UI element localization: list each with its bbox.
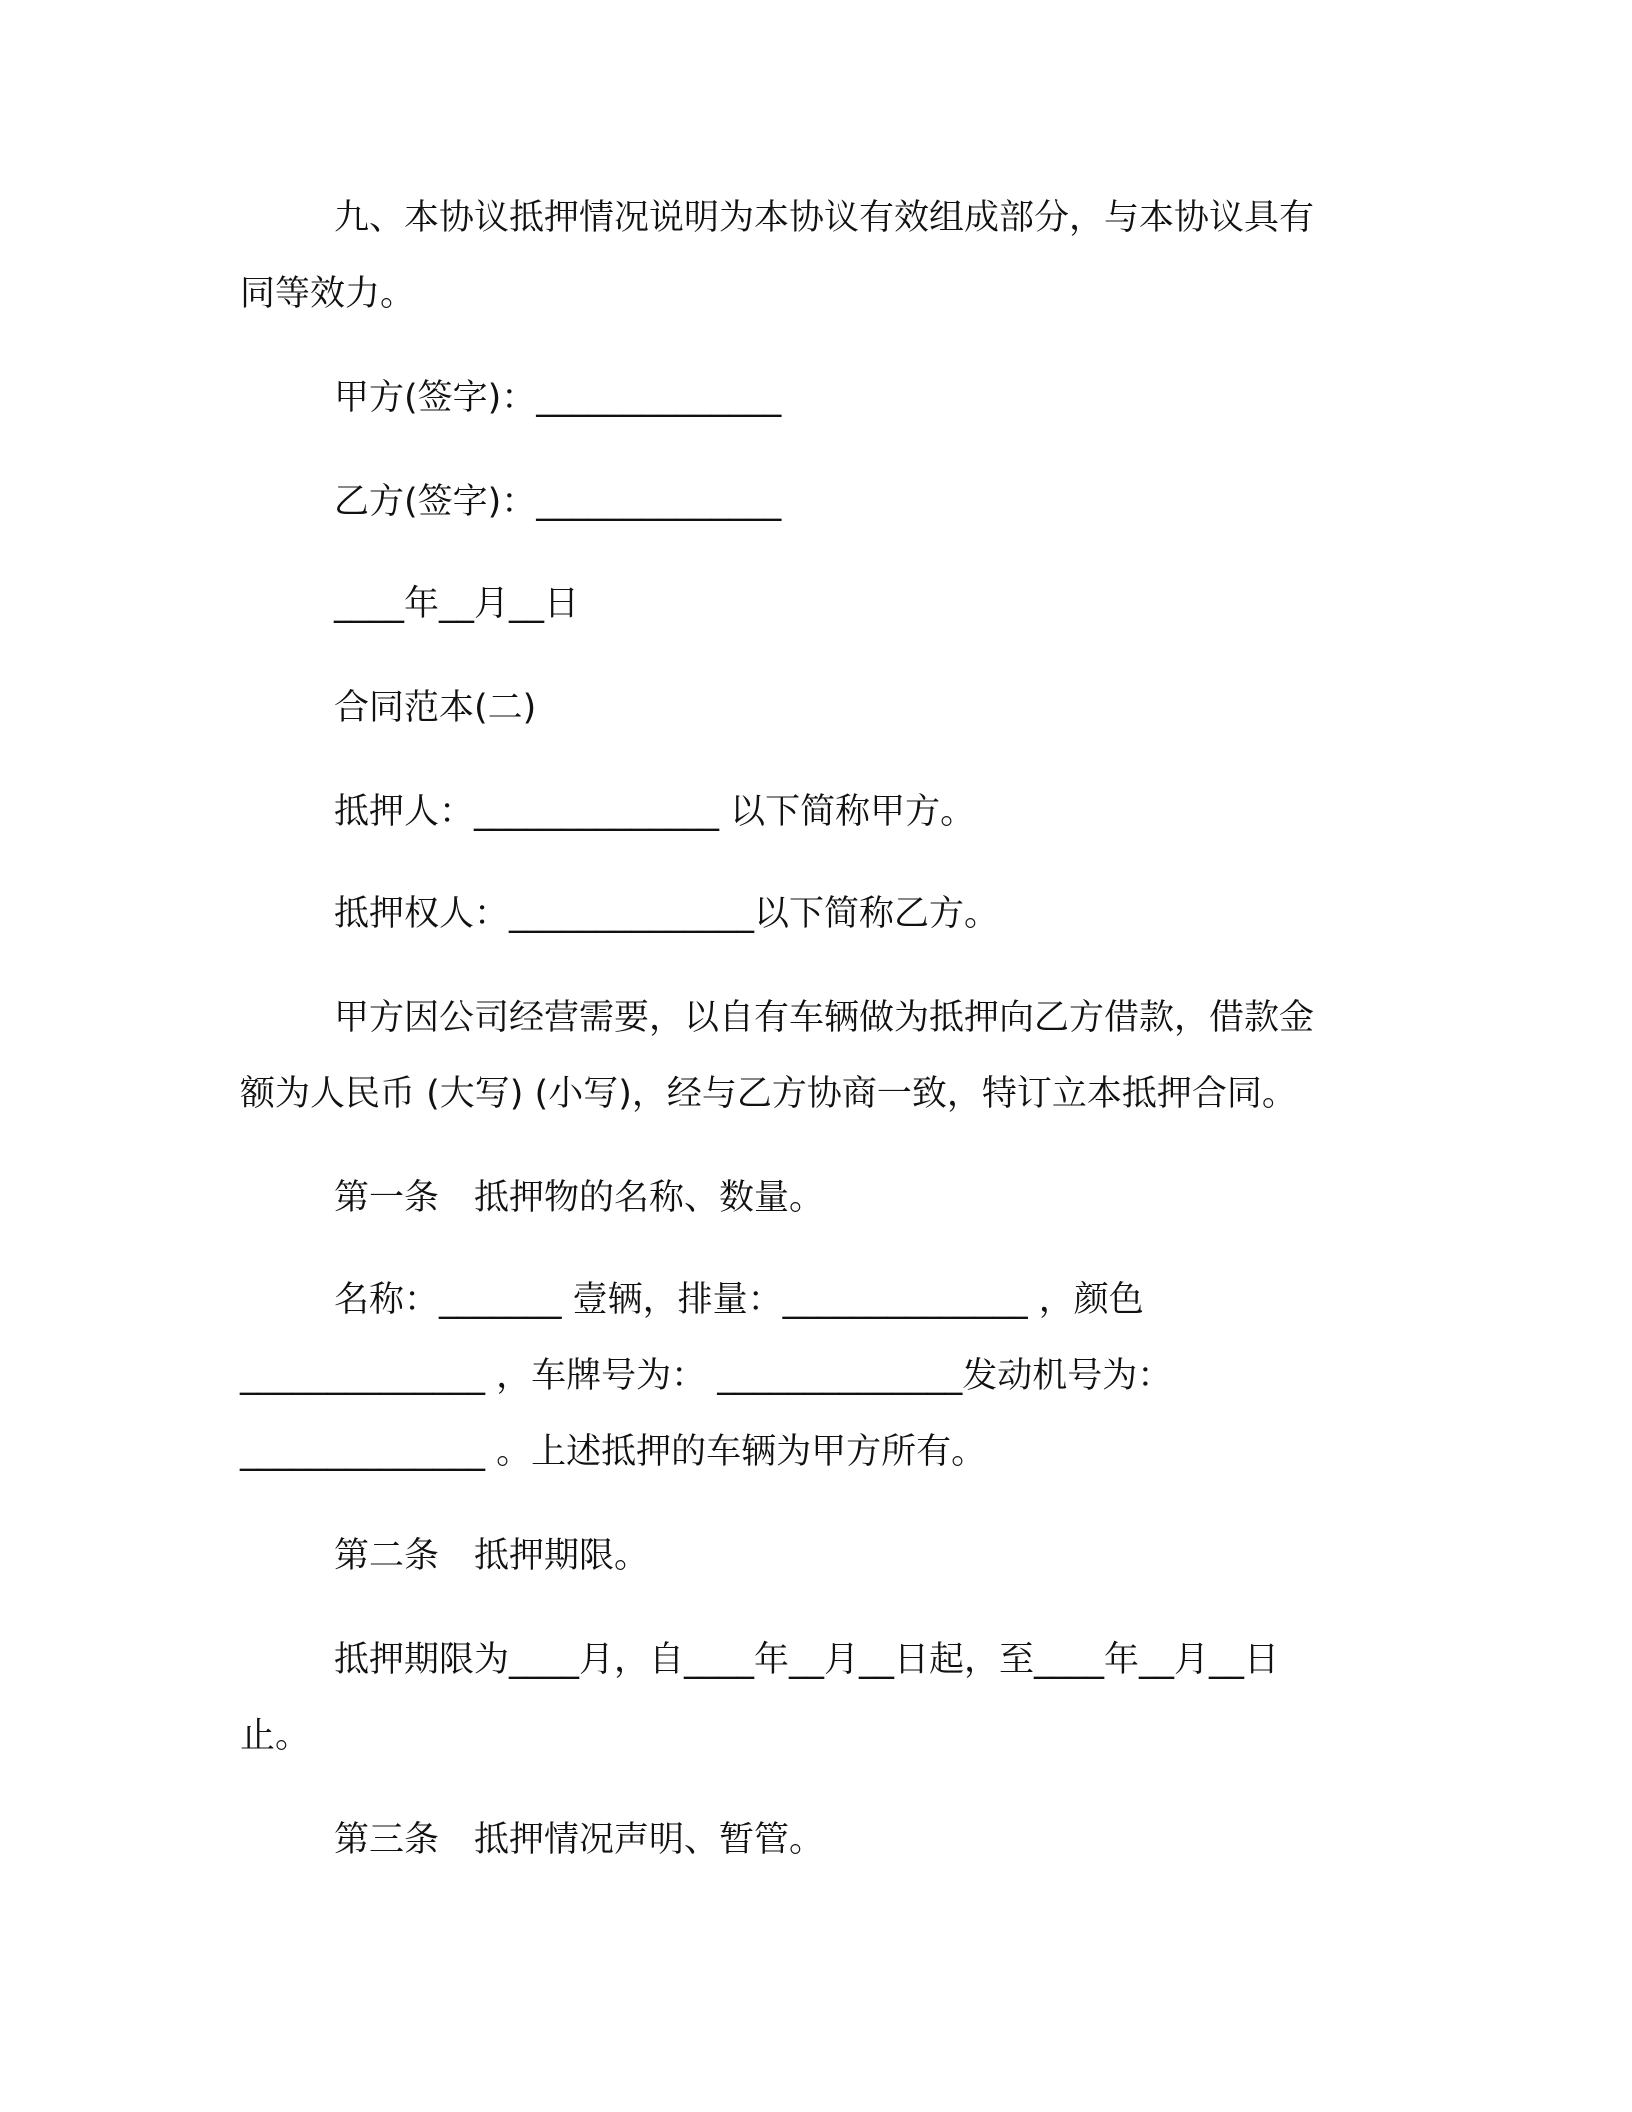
article-one-heading: 第一条 抵押物的名称、数量。 <box>334 1178 825 1218</box>
mortgagee-line: 抵押权人：______________以下简称乙方。 <box>334 894 1000 934</box>
preamble-line-2: 额为人民币 (大写) (小写)，经与乙方协商一致，特订立本抵押合同。 <box>240 1074 1297 1114</box>
article-one-body-line-2: ______________ ，车牌号为： ______________发动机号为： <box>240 1356 1173 1396</box>
preamble-line-1: 甲方因公司经营需要，以自有车辆做为抵押向乙方借款，借款金 <box>334 998 1315 1038</box>
clause-nine-line-1: 九、本协议抵押情况说明为本协议有效组成部分，与本协议具有 <box>334 198 1315 238</box>
party-a-signature-line: 甲方(签字)：______________ <box>334 378 782 418</box>
article-two-heading: 第二条 抵押期限。 <box>334 1536 650 1576</box>
date-line: ____年__月__日 <box>334 584 580 624</box>
article-one-body-line-3: ______________ 。上述抵押的车辆为甲方所有。 <box>240 1432 987 1472</box>
article-one-body-line-1: 名称：_______ 壹辆，排量：______________ ，颜色 <box>334 1280 1144 1320</box>
contract-template-two-heading: 合同范本(二) <box>334 688 537 728</box>
article-two-body-line-2: 止。 <box>240 1716 311 1756</box>
article-two-body-line-1: 抵押期限为____月，自____年__月__日起，至____年__月__日 <box>334 1640 1280 1680</box>
clause-nine-line-2: 同等效力。 <box>240 274 416 314</box>
mortgagor-line: 抵押人：______________ 以下简称甲方。 <box>334 792 976 832</box>
article-three-heading: 第三条 抵押情况声明、暂管。 <box>334 1820 825 1860</box>
party-b-signature-line: 乙方(签字)：______________ <box>334 482 782 522</box>
